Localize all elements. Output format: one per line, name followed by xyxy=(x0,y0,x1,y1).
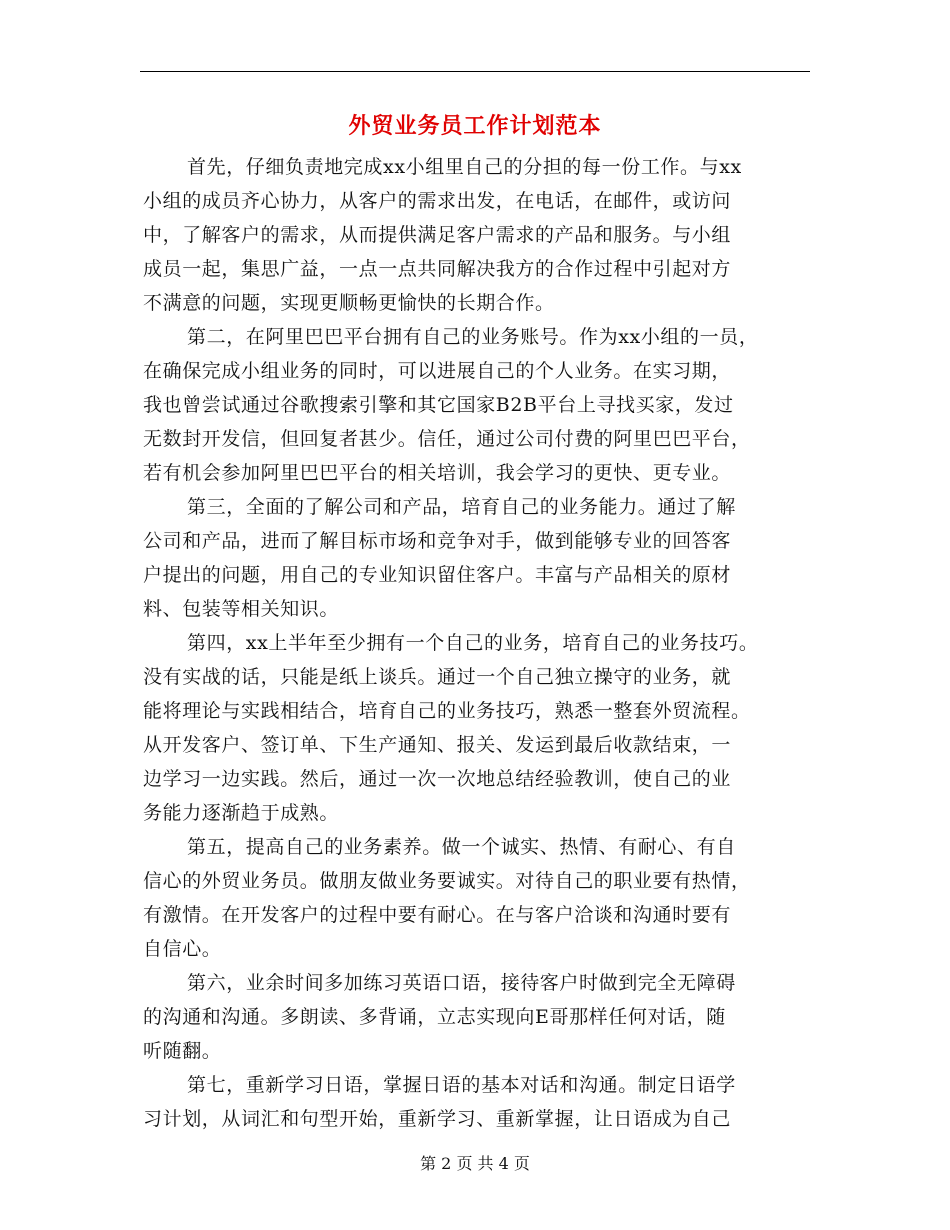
paragraph-line: 户提出的问题，用自己的专业知识留住客户。丰富与产品相关的原材 xyxy=(143,564,732,586)
document-body xyxy=(143,150,815,1136)
paragraph-line: 在确保完成小组业务的同时，可以进展自己的个人业务。在实习期， xyxy=(143,360,732,382)
paragraph-5 xyxy=(143,830,815,966)
document-title: 外贸业务员工作计划范本 xyxy=(348,113,602,139)
paragraph-6 xyxy=(143,966,815,1068)
paragraph-line: 若有机会参加阿里巴巴平台的相关培训，我会学习的更快、更专业。 xyxy=(143,462,732,484)
paragraph-3 xyxy=(143,490,815,626)
paragraph-line: 从开发客户、签订单、下生产通知、报关、发运到最后收款结束，一 xyxy=(143,734,732,756)
paragraph-line: 第二，在阿里巴巴平台拥有自己的业务账号。作为xx小组的一员， xyxy=(187,326,759,348)
paragraph-1 xyxy=(143,150,815,320)
paragraph-line: 第六，业余时间多加练习英语口语，接待客户时做到完全无障碍 xyxy=(187,972,736,994)
paragraph-line: 习计划，从词汇和句型开始，重新学习、重新掌握，让日语成为自己 xyxy=(143,1108,732,1130)
paragraph-7 xyxy=(143,1068,815,1136)
paragraph-line: 无数封开发信，但回复者甚少。信任，通过公司付费的阿里巴巴平台， xyxy=(143,428,751,450)
paragraph-line: 自信心。 xyxy=(143,938,222,960)
paragraph-line: 第七，重新学习日语，掌握日语的基本对话和沟通。制定日语学 xyxy=(187,1074,736,1096)
paragraph-line: 成员一起，集思广益，一点一点共同解决我方的合作过程中引起对方 xyxy=(143,258,732,280)
paragraph-line: 小组的成员齐心协力，从客户的需求出发，在电话，在邮件，或访问 xyxy=(143,190,732,212)
paragraph-line: 有激情。在开发客户的过程中要有耐心。在与客户洽谈和沟通时要有 xyxy=(143,904,732,926)
paragraph-line: 的沟通和沟通。多朗读、多背诵，立志实现向E哥那样任何对话，随 xyxy=(143,1006,726,1028)
paragraph-line: 我也曾尝试通过谷歌搜索引擎和其它国家B2B平台上寻找买家，发过 xyxy=(143,394,734,416)
paragraph-line: 能将理论与实践相结合，培育自己的业务技巧，熟悉一整套外贸流程。 xyxy=(143,700,751,722)
paragraph-line: 没有实战的话，只能是纸上谈兵。通过一个自己独立操守的业务，就 xyxy=(143,666,732,688)
paragraph-line: 听随翻。 xyxy=(143,1040,222,1062)
paragraph-line: 信心的外贸业务员。做朋友做业务要诚实。对待自己的职业要有热情， xyxy=(143,870,751,892)
paragraph-line: 公司和产品，进而了解目标市场和竞争对手，做到能够专业的回答客 xyxy=(143,530,732,552)
paragraph-4 xyxy=(143,626,815,830)
page-number-footer: 第 2 页 共 4 页 xyxy=(420,1154,530,1173)
paragraph-line: 料、包装等相关知识。 xyxy=(143,598,340,620)
paragraph-line: 首先，仔细负责地完成xx小组里自己的分担的每一份工作。与xx xyxy=(187,156,742,178)
paragraph-line: 边学习一边实践。然后，通过一次一次地总结经验教训，使自己的业 xyxy=(143,768,732,790)
paragraph-line: 不满意的问题，实现更顺畅更愉快的长期合作。 xyxy=(143,292,555,314)
paragraph-line: 第五，提高自己的业务素养。做一个诚实、热情、有耐心、有自 xyxy=(187,836,736,858)
paragraph-line: 中，了解客户的需求，从而提供满足客户需求的产品和服务。与小组 xyxy=(143,224,732,246)
paragraph-line: 第三，全面的了解公司和产品，培育自己的业务能力。通过了解 xyxy=(187,496,736,518)
paragraph-2 xyxy=(143,320,815,490)
header-rule xyxy=(140,71,810,72)
paragraph-line: 第四，xx上半年至少拥有一个自己的业务，培育自己的业务技巧。 xyxy=(187,632,759,654)
paragraph-line: 务能力逐渐趋于成熟。 xyxy=(143,802,340,824)
